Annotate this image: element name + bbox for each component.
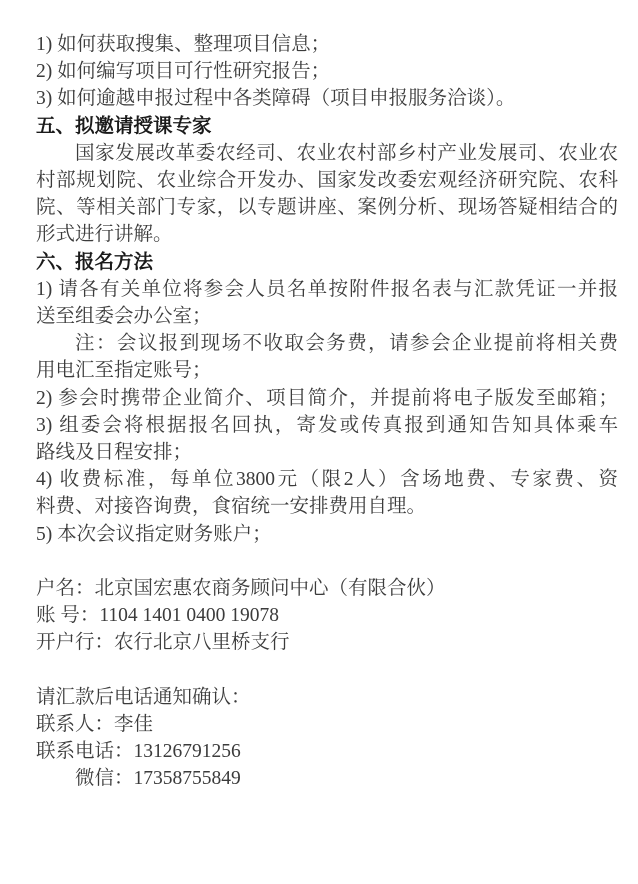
account-number-line: 账 号：1104 1401 0400 19078 xyxy=(36,605,280,627)
experts-paragraph-line-2: 村部规划院、农业综合开发办、国家发改委宏观经济研究院、农科 xyxy=(36,170,618,192)
registration-item-3-line-1: 3) 组委会将根据报名回执，寄发或传真报到通知告知具体乘车 xyxy=(36,414,618,436)
contact-phone-line: 联系电话：13126791256 xyxy=(36,741,241,763)
list-item-info-2: 2) 如何编写项目可行性研究报告； xyxy=(36,61,331,83)
experts-paragraph-line-3: 院、等相关部门专家，以专题讲座、案例分析、现场答疑相结合的 xyxy=(36,197,618,219)
blank-line xyxy=(36,657,618,684)
account-bank-line: 开户行：农行北京八里桥支行 xyxy=(36,632,290,654)
list-item-info-1: 1) 如何获取搜集、整理项目信息； xyxy=(36,34,331,55)
account-name-line: 户名：北京国宏惠农商务顾问中心（有限合伙） xyxy=(36,578,446,600)
experts-paragraph-line-4: 形式进行讲解。 xyxy=(36,224,173,246)
registration-item-5: 5) 本次会议指定财务账户； xyxy=(36,523,272,545)
registration-item-1-line-2: 送至组委会办公室； xyxy=(36,306,212,328)
contact-person-line: 联系人：李佳 xyxy=(36,714,154,736)
list-item-info-3: 3) 如何逾越申报过程中各类障碍（项目申报服务洽谈）。 xyxy=(36,88,516,110)
section-heading-experts: 五、拟邀请授课专家 xyxy=(36,114,212,137)
registration-item-4-line-1: 4) 收费标准，每单位3800元（限2人）含场地费、专家费、资 xyxy=(36,469,618,491)
section-heading-registration: 六、报名方法 xyxy=(36,250,154,273)
registration-item-1-line-1: 1) 请各有关单位将参会人员名单按附件报名表与汇款凭证一并报 xyxy=(36,278,618,300)
blank-line xyxy=(36,548,618,575)
registration-item-4-line-2: 料费、对接咨询费，食宿统一安排费用自理。 xyxy=(36,496,427,518)
contact-wechat-line: 微信：17358755849 xyxy=(75,768,241,790)
registration-item-3-line-2: 路线及日程安排； xyxy=(36,442,193,464)
payment-confirm-note: 请汇款后电话通知确认： xyxy=(36,686,251,708)
registration-note-line-1: 注：会议报到现场不收取会务费，请参会企业提前将相关费 xyxy=(75,333,618,355)
registration-item-2: 2) 参会时携带企业简介、项目简介，并提前将电子版发至邮箱； xyxy=(36,387,618,409)
experts-paragraph-line-1: 国家发展改革委农经司、农业农村部乡村产业发展司、农业农 xyxy=(75,142,618,164)
registration-note-line-2: 用电汇至指定账号； xyxy=(36,360,212,382)
